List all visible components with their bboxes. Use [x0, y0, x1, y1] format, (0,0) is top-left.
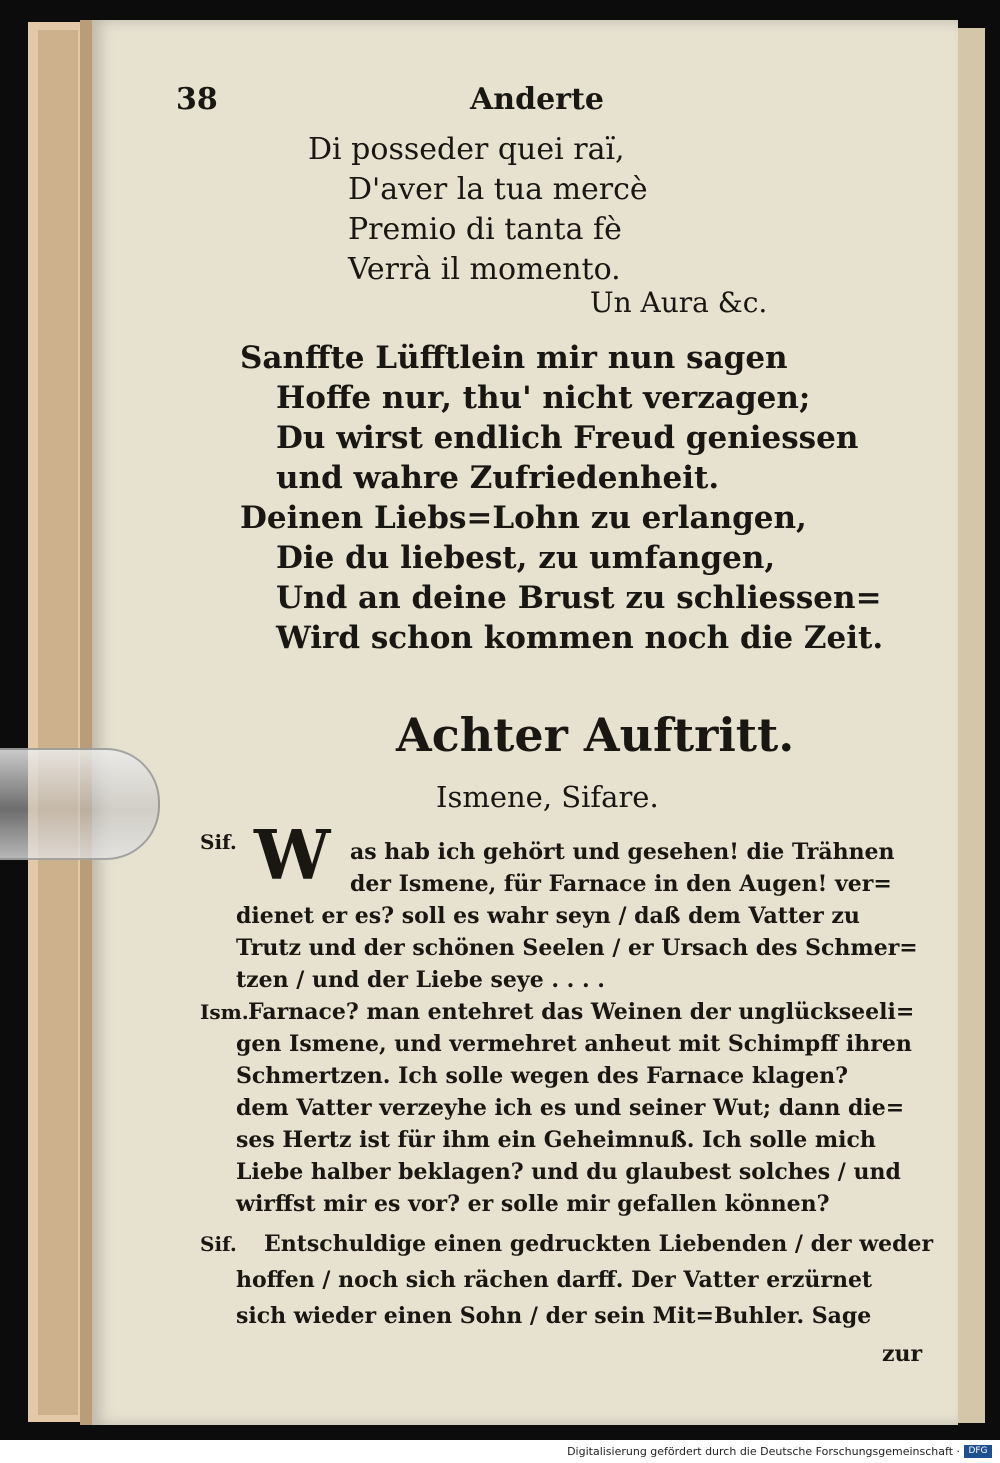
dialogue-line: Entschuldige einen gedruckten Liebenden / der weder — [264, 1231, 934, 1257]
verse-line: Hoffe nur, thu' nicht verzagen; — [276, 380, 811, 416]
dialogue-line: dienet er es? soll es wahr seyn / daß dem Vatter zu — [236, 903, 860, 929]
scene-title: Achter Auftritt. — [396, 708, 795, 762]
verse-line: Und an deine Brust zu schliessen= — [276, 580, 882, 616]
dialogue-line: der Ismene, für Farnace in den Augen! ver= — [350, 871, 892, 897]
footer-bar — [0, 1440, 1000, 1463]
verse-line: D'aver la tua mercè — [348, 172, 648, 207]
verse-line: Wird schon kommen noch die Zeit. — [276, 620, 884, 656]
dialogue-line: Trutz und der schönen Seelen / er Ursach des Schmer= — [236, 935, 918, 961]
speaker-label: Sif. — [200, 830, 237, 854]
dfg-logo: DFG — [964, 1445, 992, 1458]
page-number: 38 — [176, 82, 218, 117]
page-clip — [0, 748, 160, 860]
dialogue-line: as hab ich gehört und gesehen! die Trähnen — [350, 839, 895, 865]
verse-line: Die du liebest, zu umfangen, — [276, 540, 776, 576]
speaker-label: Ism. — [200, 1000, 249, 1024]
dialogue-line: ses Hertz ist für ihm ein Geheimnuß. Ich solle mich — [236, 1127, 876, 1153]
verse-line: Verrà il momento. — [348, 252, 621, 287]
aria-cue: Un Aura &c. — [590, 286, 768, 319]
dialogue-line: sich wieder einen Sohn / der sein Mit=Buhler. Sage — [236, 1303, 872, 1329]
verse-line: und wahre Zufriedenheit. — [276, 460, 720, 496]
dialogue-line: Schmertzen. Ich solle wegen des Farnace klagen? — [236, 1063, 848, 1089]
dialogue-line: Liebe halber beklagen? und du glaubest solches / und — [236, 1159, 901, 1185]
verse-line: Premio di tanta fè — [348, 212, 622, 247]
dialogue-line: gen Ismene, und vermehret anheut mit Schimpff ihren — [236, 1031, 912, 1057]
verse-line: Deinen Liebs=Lohn zu erlangen, — [240, 500, 807, 536]
catchword: zur — [882, 1341, 923, 1367]
dialogue-line: Farnace? man entehret das Weinen der unglückseeli= — [248, 999, 915, 1025]
dialogue-line: tzen / und der Liebe seye . . . . — [236, 967, 605, 993]
speaker-label: Sif. — [200, 1232, 237, 1256]
verse-line: Di posseder quei raï, — [308, 132, 625, 167]
verse-line: Sanffte Lüfftlein mir nun sagen — [240, 340, 788, 376]
page-edges-shadow — [38, 30, 78, 1415]
page-edges-right — [955, 28, 985, 1423]
scene-cast: Ismene, Sifare. — [436, 780, 659, 814]
footer-credit: Digitalisierung gefördert durch die Deutsche Forschungsgemeinschaft · — [567, 1445, 960, 1458]
running-head: Anderte — [470, 82, 604, 117]
dialogue-line: wirffst mir es vor? er solle mir gefallen können? — [236, 1191, 830, 1217]
drop-initial: W — [254, 816, 331, 896]
dialogue-line: hoffen / noch sich rächen darff. Der Vatter erzürnet — [236, 1267, 873, 1293]
verse-line: Du wirst endlich Freud geniessen — [276, 420, 859, 456]
dialogue-line: dem Vatter verzeyhe ich es und seiner Wut; dann die= — [236, 1095, 905, 1121]
